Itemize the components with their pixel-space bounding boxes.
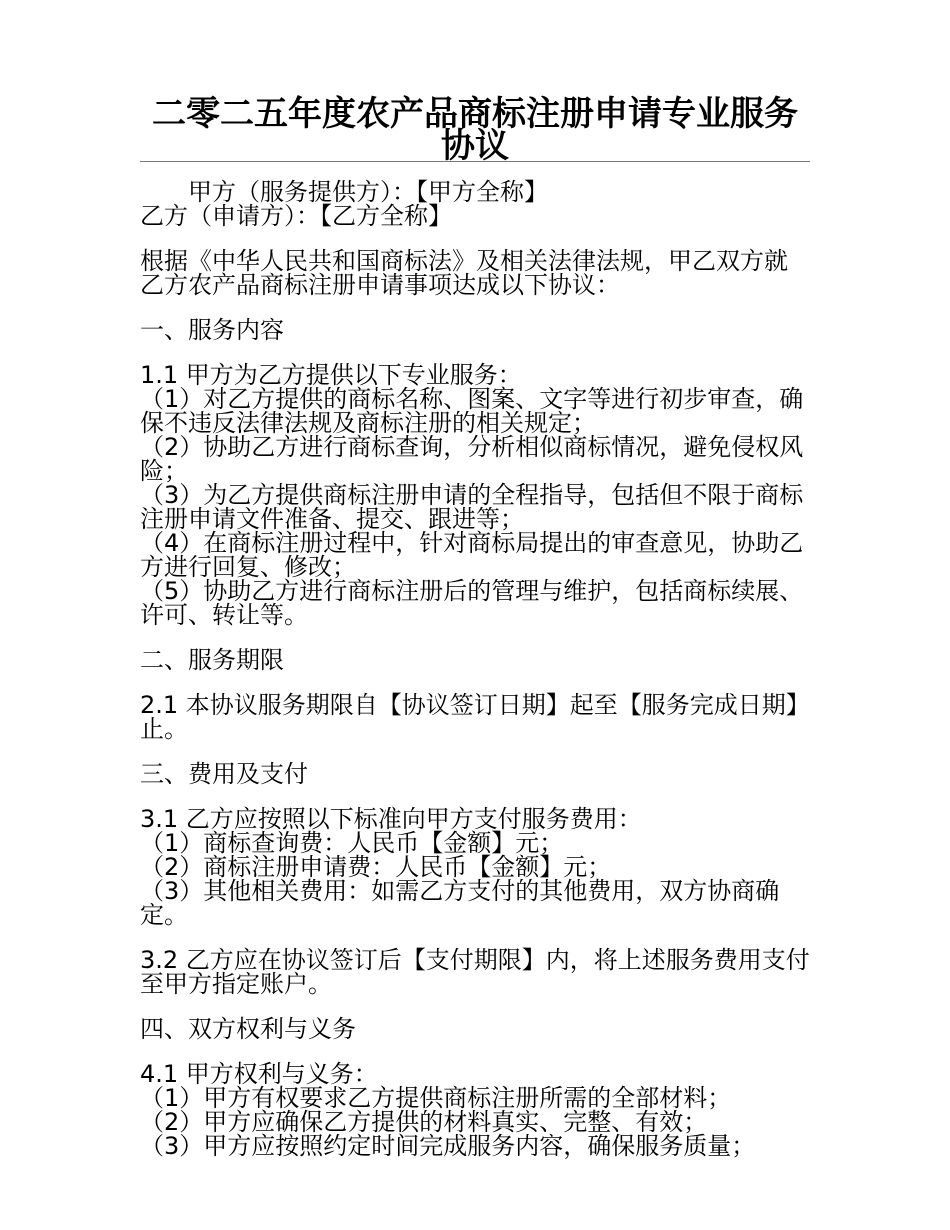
clause-item: （2）甲方应确保乙方提供的材料真实、完整、有效；: [140, 1108, 708, 1136]
clause-item: （2）商标注册申请费：人民币【金额】元；: [140, 853, 612, 881]
clause-item: （2）协助乙方进行商标查询，分析相似商标情况，避免侵权风险；: [140, 433, 804, 485]
document-title: 二零二五年度农产品商标注册申请专业服务协议: [152, 94, 798, 166]
clause-item: （3）甲方应按照约定时间完成服务内容，确保服务质量；: [140, 1132, 756, 1160]
title-underline: [140, 161, 810, 162]
clause-line: 3.2 乙方应在协议签订后【支付期限】内，将上述服务费用支付至甲方指定账户。: [140, 946, 810, 998]
clause-item: （5）协助乙方进行商标注册后的管理与维护，包括商标续展、许可、转让等。: [140, 577, 804, 629]
clause-item: （3）其他相关费用：如需乙方支付的其他费用，双方协商确定。: [140, 877, 780, 929]
clause-line: 2.1 本协议服务期限自【协议签订日期】起至【服务完成日期】止。: [140, 691, 810, 743]
clause-line: 1.1 甲方为乙方提供以下专业服务：: [140, 361, 522, 389]
clause-item: （3）为乙方提供商标注册申请的全程指导，包括但不限于商标注册申请文件准备、提交、跟进等；: [140, 481, 804, 533]
party-a-line: 甲方（服务提供方）：【甲方全称】: [188, 178, 548, 206]
clause-line: 4.1 甲方权利与义务：: [140, 1060, 378, 1088]
preamble-paragraph: 根据《中华人民共和国商标法》及相关法律法规，甲乙双方就乙方农产品商标注册申请事项达成以下协议：: [140, 247, 788, 299]
party-b-line: 乙方（申请方）：【乙方全称】: [140, 202, 452, 230]
section-heading: 四、双方权利与义务: [140, 1015, 356, 1043]
clause-item: （1）对乙方提供的商标名称、图案、文字等进行初步审查，确保不违反法律法规及商标注册的相关规定；: [140, 385, 804, 437]
section-heading: 三、费用及支付: [140, 760, 308, 788]
document-body: [140, 180, 810, 1158]
section-heading: 二、服务期限: [140, 646, 284, 674]
clause-item: （4）在商标注册过程中，针对商标局提出的审查意见，协助乙方进行回复、修改；: [140, 529, 804, 581]
section-heading: 一、服务内容: [140, 316, 284, 344]
clause-item: （1）甲方有权要求乙方提供商标注册所需的全部材料；: [140, 1084, 732, 1112]
clause-item: （1）商标查询费：人民币【金额】元；: [140, 829, 564, 857]
clause-line: 3.1 乙方应按照以下标准向甲方支付服务费用：: [140, 805, 642, 833]
